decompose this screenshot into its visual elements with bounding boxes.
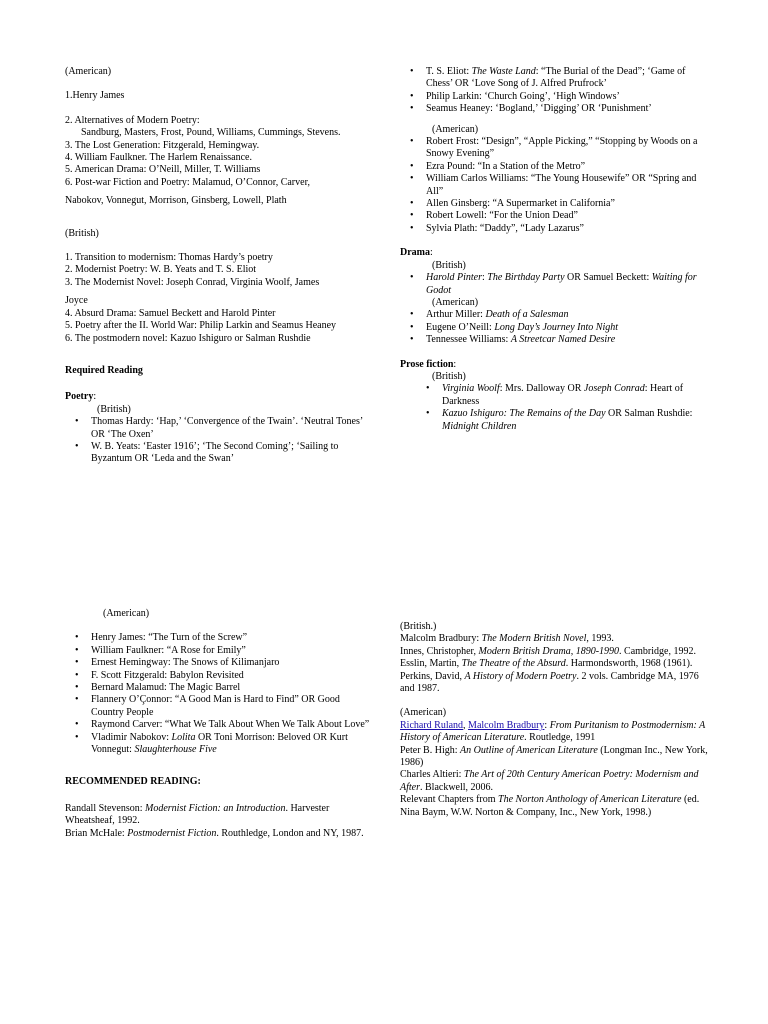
list-item: 6. Post-war Fiction and Poetry: Malamud, O’Connor, Carver,: [65, 176, 310, 188]
list-item: 2. Alternatives of Modern Poetry:: [65, 114, 200, 126]
prose-british-list: [400, 383, 712, 433]
list-item: • Robert Frost: “Design”, “Apple Picking,” “Stopping by Woods on a Snowy Evening”: [400, 136, 712, 161]
list-item: • Vladimir Nabokov: Lolita OR Toni Morrison: Beloved OR Kurt Vonnegut: Slaughterhouse Five: [65, 732, 375, 757]
right-column-top: [400, 66, 712, 433]
reference-item: Relevant Chapters from The Norton Anthology of American Literature (ed. Nina Baym, W.W. Norton & Company, Inc., New York, 1998.): [400, 794, 700, 818]
list-item: 5. Poetry after the II. World War: Philip Larkin and Seamus Heaney: [65, 320, 337, 332]
list-item: • Ezra Pound: “In a Station of the Metro”: [400, 161, 712, 173]
american-label: (American): [65, 66, 112, 77]
reference-item: Richard Ruland, Malcolm Bradbury: From Puritanism to Postmodernism: A History of American Literature. Routledge, 1991: [400, 719, 706, 744]
reference-item: Innes, Christopher, Modern British Drama, 1890-1990. Cambridge, 1992.: [400, 645, 696, 657]
list-item: 1. Transition to modernism: Thomas Hardy’s poetry: [65, 252, 273, 264]
list-item: • Tennessee Williams: A Streetcar Named Desire: [400, 334, 712, 346]
list-item: 5. American Drama: O’Neill, Miller, T. Williams: [65, 164, 261, 176]
list-item: Nabokov, Vonnegut, Morrison, Ginsberg, Lowell, Plath: [65, 195, 287, 207]
list-item: • F. Scott Fitzgerald: Babylon Revisited: [65, 670, 375, 682]
list-item: 3. The Modernist Novel: Joseph Conrad, Virginia Woolf, James: [65, 276, 320, 288]
list-item: • William Carlos Williams: “The Young Housewife” OR “Spring and All”: [400, 173, 712, 198]
drama-american-list: [400, 309, 712, 346]
american-label: (American): [432, 296, 479, 308]
ruland-link[interactable]: Richard Ruland: [400, 719, 464, 731]
reference-item: Charles Altieri: The Art of 20th Century American Poetry: Modernism and After. Blackwell, 2006.: [400, 769, 699, 793]
list-item: • Ernest Hemingway: The Snows of Kilimanjaro: [65, 657, 375, 669]
prose-american-list: [65, 632, 375, 756]
reference-item: Esslin, Martin, The Theatre of the Absurd. Harmondsworth, 1968 (1961).: [400, 658, 693, 670]
list-item: 1.Henry James: [65, 90, 125, 102]
left-column-bottom: [65, 608, 375, 840]
list-item: • T. S. Eliot: The Waste Land: “The Burial of the Dead”; ‘Game of Chess’ OR ‘Love Song of J. Alfred Prufrock’: [400, 66, 712, 91]
list-item: 2. Modernist Poetry: W. B. Yeats and T. S. Eliot: [65, 264, 257, 276]
list-item: Sandburg, Masters, Frost, Pound, Williams, Cummings, Stevens.: [81, 127, 341, 139]
list-item: • Henry James: “The Turn of the Screw”: [65, 632, 375, 644]
reference-item: Peter B. High: An Outline of American Literature (Longman Inc., New York, 1986): [400, 744, 708, 769]
list-item: • Thomas Hardy: ‘Hap,’ ‘Convergence of the Twain’. ‘Neutral Tones’ OR ‘The Oxen’: [65, 416, 375, 441]
list-item: 3. The Lost Generation: Fitzgerald, Hemingway.: [65, 139, 260, 151]
reference-item: Malcolm Bradbury: The Modern British Novel, 1993.: [400, 633, 614, 645]
poetry-american-list: [400, 136, 712, 235]
list-item: • Harold Pinter: The Birthday Party OR Samuel Beckett: Waiting for Godot: [400, 272, 712, 297]
list-item: 4. Absurd Drama: Samuel Beckett and Harold Pinter: [65, 307, 276, 319]
list-item: 6. The postmodern novel: Kazuo Ishiguro or Salman Rushdie: [65, 332, 311, 344]
list-item: • W. B. Yeats: ‘Easter 1916’; ‘The Second Coming’; ‘Sailing to Byzantum OR ‘Leda and the Swan’: [65, 441, 375, 466]
required-reading-heading: Required Reading: [65, 364, 143, 376]
list-item: • Allen Ginsberg: “A Supermarket in California”: [400, 198, 712, 210]
list-item: • Eugene O’Neill: Long Day’s Journey Into Night: [400, 322, 712, 334]
poetry-british-list: [65, 416, 375, 466]
reference-item: Randall Stevenson: Modernist Fiction: an Introduction. Harvester Wheatsheaf, 1992.: [65, 802, 330, 827]
poetry-british-list-cont: [400, 66, 712, 116]
reference-item: Perkins, David, A History of Modern Poetry. 2 vols. Cambridge MA, 1976 and 1987.: [400, 670, 699, 695]
list-item: • Virginia Woolf: Mrs. Dalloway OR Joseph Conrad: Heart of Darkness: [416, 383, 712, 408]
list-item: • Sylvia Plath: “Daddy”, “Lady Lazarus”: [400, 223, 712, 235]
prose-heading: Prose fiction:: [400, 358, 457, 370]
british-label: (British.): [400, 621, 437, 632]
british-label: (British): [432, 259, 466, 271]
list-item: Joyce: [65, 295, 88, 307]
british-label: (British): [432, 370, 466, 382]
list-item: • Bernard Malamud: The Magic Barrel: [65, 682, 375, 694]
list-item: • Kazuo Ishiguro: The Remains of the Day OR Salman Rushdie: Midnight Children: [416, 408, 712, 433]
list-item: • William Faulkner: “A Rose for Emily”: [65, 645, 375, 657]
british-label: (British): [97, 403, 131, 415]
poetry-heading: Poetry:: [65, 391, 97, 403]
list-item: • Robert Lowell: “For the Union Dead”: [400, 210, 712, 222]
right-column-bottom: [400, 621, 712, 819]
american-label: (American): [103, 608, 150, 619]
list-item: • Arthur Miller: Death of a Salesman: [400, 309, 712, 321]
list-item: • Seamus Heaney: ‘Bogland,’ ‘Digging’ OR ‘Punishment’: [400, 103, 712, 115]
bradbury-link[interactable]: Malcolm Bradbury: [468, 719, 545, 731]
drama-heading: Drama:: [400, 247, 433, 259]
reference-item: Brian McHale: Postmodernist Fiction. Routhledge, London and NY, 1987.: [65, 827, 364, 839]
list-item: • Philip Larkin: ‘Church Going’, ‘High Windows’: [400, 91, 712, 103]
recommended-reading-heading: RECOMMENDED READING:: [65, 776, 201, 788]
left-column-top: [65, 66, 375, 466]
british-label: (British): [65, 227, 99, 239]
drama-british-list: [400, 272, 712, 297]
american-label: (American): [432, 123, 479, 135]
list-item: 4. William Faulkner. The Harlem Renaissance.: [65, 152, 252, 164]
list-item: • Flannery O’Çonnor: “A Good Man is Hard to Find” OR Good Country People: [65, 694, 375, 719]
american-label: (American): [400, 707, 447, 719]
list-item: • Raymond Carver: “What We Talk About When We Talk About Love”: [65, 719, 375, 731]
